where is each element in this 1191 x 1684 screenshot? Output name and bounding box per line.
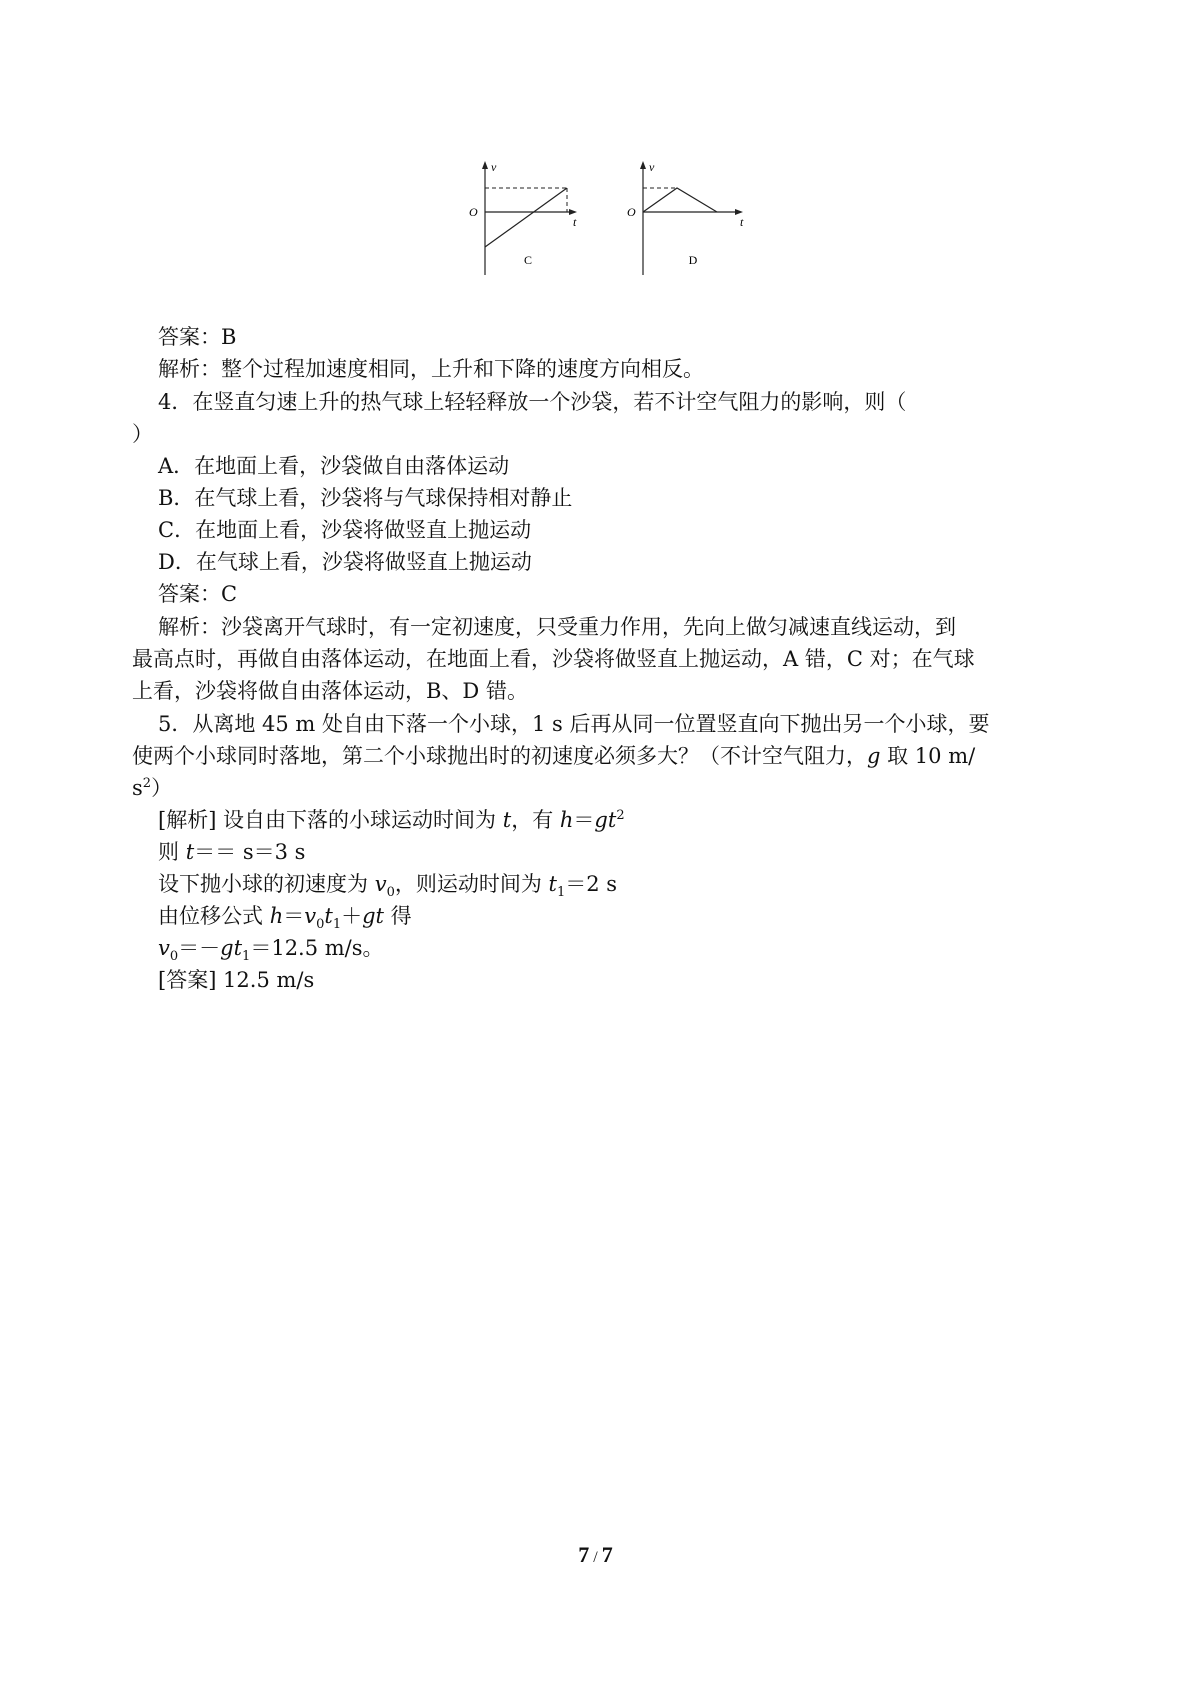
q3-analysis: 解析：整个过程加速度相同，上升和下降的速度方向相反。 <box>158 357 704 381</box>
graph-d-velocity-line <box>643 188 717 212</box>
sol3-tsub: 1 <box>556 885 566 901</box>
q5-question-line2 <box>132 742 975 770</box>
graph-c-caption: C <box>523 253 533 267</box>
page-current: 7 <box>578 1542 590 1567</box>
sol1-eq: ＝ <box>573 808 595 832</box>
sol5-vsub: 0 <box>169 949 179 965</box>
sol4-h: h <box>269 904 284 928</box>
sol2-rest: ＝＝ s＝3 s <box>194 840 306 864</box>
q5-final-answer: [答案] 12.5 m/s <box>158 968 315 992</box>
graph-d-origin-label: O <box>627 205 636 219</box>
sol4-rest: 得 <box>384 904 412 928</box>
sol5-gt: gt <box>220 936 243 960</box>
q4-option-c: C．在地面上看，沙袋将做竖直上抛运动 <box>158 518 532 542</box>
sol4-plus: ＋ <box>341 904 363 928</box>
graph-d-caption: D <box>688 253 698 267</box>
q4-answer: 答案：C <box>158 582 238 606</box>
graph-d-v-label: v <box>649 160 655 174</box>
graph-d-v-arrow <box>640 161 646 169</box>
q5-question-line1: 5．从离地 45 m 处自由下落一个小球，1 s 后再从同一位置竖直向下抛出另一个小球，要 <box>158 712 990 736</box>
q4-option-a: A．在地面上看，沙袋做自由落体运动 <box>158 454 510 478</box>
page-number <box>0 1542 1191 1568</box>
sol3-t: t <box>548 872 557 896</box>
sol5-v: v <box>158 936 170 960</box>
sol5-rest: ＝12.5 m/s。 <box>250 936 384 960</box>
q5-g-symbol: g <box>867 744 881 768</box>
sol3-vsub: 0 <box>386 885 395 901</box>
sol1-t: t <box>502 808 512 832</box>
q5-solution-line4 <box>158 902 412 933</box>
graph-c-v-arrow <box>482 161 488 169</box>
sol4-vsub: 0 <box>316 917 325 933</box>
page-total: 7 <box>601 1542 613 1567</box>
q5-solution-line1 <box>158 806 625 834</box>
q5-question-line2-text: 使两个小球同时落地，第二个小球抛出时的初速度必须多大？（不计空气阻力， <box>132 744 867 768</box>
sol3-mid: ，则运动时间为 <box>394 872 549 896</box>
q5-solution-line3 <box>158 870 618 901</box>
sol3-prefix: 设下抛小球的初速度为 <box>158 872 375 896</box>
sol1-prefix: [解析] 设自由下落的小球运动时间为 <box>158 808 503 832</box>
sol4-tsub: 1 <box>332 917 342 933</box>
graph-c-origin-label: O <box>469 205 478 219</box>
sol4-v: v <box>304 904 317 928</box>
page-separator: / <box>589 1549 602 1566</box>
graph-c <box>469 160 577 275</box>
sol4-t: t <box>324 904 333 928</box>
graph-d-t-label: t <box>740 215 744 229</box>
q5-solution-line2 <box>158 838 305 866</box>
sol5-mid: ＝－ <box>178 936 221 960</box>
q3-answer: 答案：B <box>158 325 237 349</box>
sol5-tsub: 1 <box>242 949 251 965</box>
sol4-eq: ＝ <box>283 904 305 928</box>
sol3-v: v <box>374 872 387 896</box>
sol3-rest: ＝2 s <box>565 872 618 896</box>
q4-option-b: B．在气球上看，沙袋将与气球保持相对静止 <box>158 486 573 510</box>
sol2-prefix: 则 <box>158 840 186 864</box>
q4-analysis-line1: 解析：沙袋离开气球时，有一定初速度，只受重力作用，先向上做匀减速直线运动，到 <box>158 615 956 639</box>
q5-question-line3 <box>132 774 172 802</box>
sol1-mid: ，有 <box>511 808 560 832</box>
sol4-prefix: 由位移公式 <box>158 904 270 928</box>
sol1-h: h <box>559 808 574 832</box>
q4-analysis-line2: 最高点时，再做自由落体运动，在地面上看，沙袋将做竖直上抛运动，A 错，C 对；在气球 <box>132 647 975 671</box>
q5-solution-line5 <box>158 934 384 965</box>
q5-s-sup: 2 <box>142 776 152 791</box>
sol2-t: t <box>185 840 195 864</box>
graph-c-t-label: t <box>573 215 577 229</box>
sol1-gt: gt <box>594 808 617 832</box>
q4-question-line1: 4．在竖直匀速上升的热气球上轻轻释放一个沙袋，若不计空气阻力的影响，则（ <box>158 390 907 414</box>
sol4-gt: gt <box>362 904 384 928</box>
graph-c-velocity-line <box>485 188 567 247</box>
q4-question-line2: ） <box>132 422 153 446</box>
graph-c-v-label: v <box>491 160 497 174</box>
q4-option-d: D．在气球上看，沙袋将做竖直上抛运动 <box>158 550 532 574</box>
q5-s-unit: s <box>132 776 143 800</box>
q5-question-line2-tail: 取 10 m/ <box>880 744 976 768</box>
vt-graphs-svg <box>461 160 780 288</box>
sol1-sup: 2 <box>616 808 625 823</box>
q5-question-line3-tail: ） <box>151 776 173 800</box>
vt-graphs-figure <box>461 160 780 288</box>
q4-analysis-line3: 上看，沙袋将做自由落体运动，B、D 错。 <box>132 679 528 703</box>
graph-d <box>627 160 744 275</box>
